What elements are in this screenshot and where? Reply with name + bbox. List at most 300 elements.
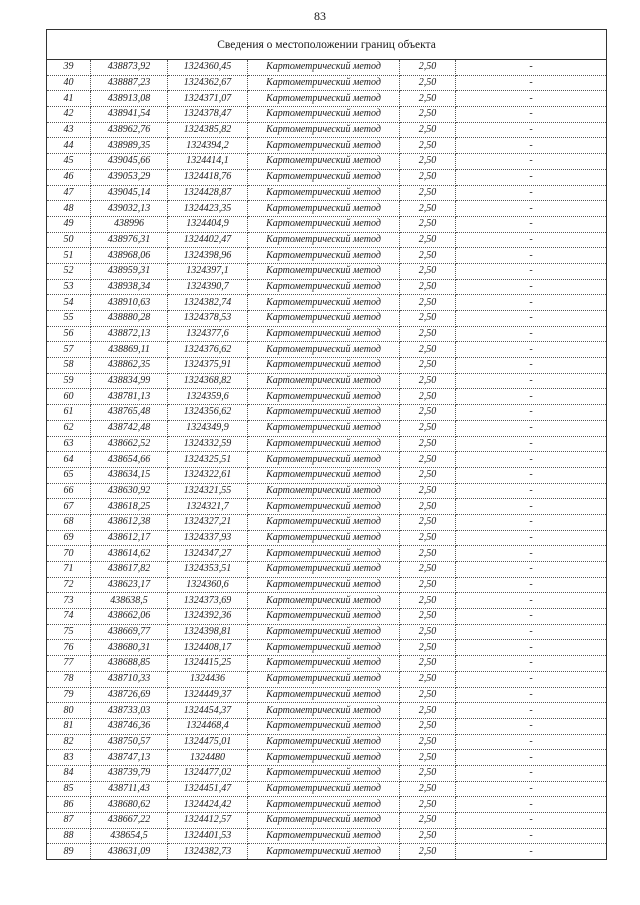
point-number-cell: 86 (47, 797, 91, 813)
note-cell: - (456, 452, 607, 468)
method-cell: Картометрический метод (248, 326, 400, 342)
point-number-cell: 69 (47, 530, 91, 546)
point-number-cell: 58 (47, 358, 91, 374)
table-row (47, 718, 607, 734)
method-cell: Картометрический метод (248, 311, 400, 327)
accuracy-cell: 2,50 (400, 91, 456, 107)
method-cell: Картометрический метод (248, 483, 400, 499)
y-coordinate-cell: 1324359,6 (168, 389, 248, 405)
y-coordinate-cell: 1324415,25 (168, 656, 248, 672)
accuracy-cell: 2,50 (400, 405, 456, 421)
accuracy-cell: 2,50 (400, 530, 456, 546)
accuracy-cell: 2,50 (400, 138, 456, 154)
point-number-cell: 68 (47, 514, 91, 530)
table-row (47, 530, 607, 546)
accuracy-cell: 2,50 (400, 577, 456, 593)
accuracy-cell: 2,50 (400, 483, 456, 499)
point-number-cell: 80 (47, 703, 91, 719)
x-coordinate-cell: 438638,5 (91, 593, 168, 609)
point-number-cell: 72 (47, 577, 91, 593)
table-row (47, 609, 607, 625)
table-row (47, 671, 607, 687)
y-coordinate-cell: 1324418,76 (168, 169, 248, 185)
y-coordinate-cell: 1324321,7 (168, 499, 248, 515)
table-row (47, 122, 607, 138)
method-cell: Картометрический метод (248, 467, 400, 483)
point-number-cell: 60 (47, 389, 91, 405)
table-row (47, 373, 607, 389)
point-number-cell: 73 (47, 593, 91, 609)
point-number-cell: 48 (47, 201, 91, 217)
x-coordinate-cell: 438710,33 (91, 671, 168, 687)
method-cell: Картометрический метод (248, 420, 400, 436)
table-row (47, 813, 607, 829)
x-coordinate-cell: 439045,66 (91, 154, 168, 170)
accuracy-cell: 2,50 (400, 248, 456, 264)
x-coordinate-cell: 438733,03 (91, 703, 168, 719)
table-row (47, 546, 607, 562)
method-cell: Картометрический метод (248, 656, 400, 672)
y-coordinate-cell: 1324402,47 (168, 232, 248, 248)
method-cell: Картометрический метод (248, 436, 400, 452)
note-cell: - (456, 656, 607, 672)
boundary-points-table (46, 29, 607, 860)
y-coordinate-cell: 1324337,93 (168, 530, 248, 546)
table-row (47, 107, 607, 123)
y-coordinate-cell: 1324382,74 (168, 295, 248, 311)
note-cell: - (456, 844, 607, 860)
point-number-cell: 82 (47, 734, 91, 750)
note-cell: - (456, 781, 607, 797)
point-number-cell: 74 (47, 609, 91, 625)
method-cell: Картометрический метод (248, 750, 400, 766)
accuracy-cell: 2,50 (400, 499, 456, 515)
accuracy-cell: 2,50 (400, 624, 456, 640)
y-coordinate-cell: 1324454,37 (168, 703, 248, 719)
note-cell: - (456, 295, 607, 311)
x-coordinate-cell: 438872,13 (91, 326, 168, 342)
point-number-cell: 46 (47, 169, 91, 185)
accuracy-cell: 2,50 (400, 734, 456, 750)
accuracy-cell: 2,50 (400, 452, 456, 468)
accuracy-cell: 2,50 (400, 813, 456, 829)
x-coordinate-cell: 438662,52 (91, 436, 168, 452)
method-cell: Картометрический метод (248, 201, 400, 217)
method-cell: Картометрический метод (248, 107, 400, 123)
x-coordinate-cell: 438742,48 (91, 420, 168, 436)
accuracy-cell: 2,50 (400, 169, 456, 185)
accuracy-cell: 2,50 (400, 514, 456, 530)
table-row (47, 499, 607, 515)
y-coordinate-cell: 1324477,02 (168, 765, 248, 781)
x-coordinate-cell: 438680,31 (91, 640, 168, 656)
accuracy-cell: 2,50 (400, 750, 456, 766)
table-row (47, 91, 607, 107)
method-cell: Картометрический метод (248, 813, 400, 829)
note-cell: - (456, 577, 607, 593)
method-cell: Картометрический метод (248, 138, 400, 154)
accuracy-cell: 2,50 (400, 154, 456, 170)
y-coordinate-cell: 1324412,57 (168, 813, 248, 829)
note-cell: - (456, 624, 607, 640)
x-coordinate-cell: 438634,15 (91, 467, 168, 483)
y-coordinate-cell: 1324321,55 (168, 483, 248, 499)
point-number-cell: 42 (47, 107, 91, 123)
table-row (47, 279, 607, 295)
accuracy-cell: 2,50 (400, 279, 456, 295)
method-cell: Картометрический метод (248, 624, 400, 640)
point-number-cell: 62 (47, 420, 91, 436)
accuracy-cell: 2,50 (400, 671, 456, 687)
note-cell: - (456, 750, 607, 766)
page-number: 83 (314, 9, 326, 23)
method-cell: Картометрический метод (248, 185, 400, 201)
method-cell: Картометрический метод (248, 718, 400, 734)
accuracy-cell: 2,50 (400, 844, 456, 860)
table-row (47, 687, 607, 703)
point-number-cell: 64 (47, 452, 91, 468)
x-coordinate-cell: 438618,25 (91, 499, 168, 515)
note-cell: - (456, 311, 607, 327)
point-number-cell: 59 (47, 373, 91, 389)
note-cell: - (456, 358, 607, 374)
point-number-cell: 71 (47, 562, 91, 578)
accuracy-cell: 2,50 (400, 781, 456, 797)
x-coordinate-cell: 438962,76 (91, 122, 168, 138)
method-cell: Картометрический метод (248, 373, 400, 389)
method-cell: Картометрический метод (248, 593, 400, 609)
x-coordinate-cell: 438726,69 (91, 687, 168, 703)
table-row (47, 781, 607, 797)
point-number-cell: 40 (47, 75, 91, 91)
point-number-cell: 83 (47, 750, 91, 766)
accuracy-cell: 2,50 (400, 75, 456, 91)
table-row (47, 562, 607, 578)
table-row (47, 201, 607, 217)
accuracy-cell: 2,50 (400, 609, 456, 625)
table-row (47, 593, 607, 609)
table-row (47, 216, 607, 232)
note-cell: - (456, 216, 607, 232)
y-coordinate-cell: 1324378,53 (168, 311, 248, 327)
note-cell: - (456, 718, 607, 734)
y-coordinate-cell: 1324347,27 (168, 546, 248, 562)
accuracy-cell: 2,50 (400, 656, 456, 672)
x-coordinate-cell: 438887,23 (91, 75, 168, 91)
x-coordinate-cell: 438669,77 (91, 624, 168, 640)
x-coordinate-cell: 439045,14 (91, 185, 168, 201)
y-coordinate-cell: 1324360,6 (168, 577, 248, 593)
y-coordinate-cell: 1324404,9 (168, 216, 248, 232)
x-coordinate-cell: 438746,36 (91, 718, 168, 734)
x-coordinate-cell: 438880,28 (91, 311, 168, 327)
point-number-cell: 84 (47, 765, 91, 781)
point-number-cell: 61 (47, 405, 91, 421)
table-row (47, 295, 607, 311)
y-coordinate-cell: 1324394,2 (168, 138, 248, 154)
method-cell: Картометрический метод (248, 60, 400, 76)
method-cell: Картометрический метод (248, 263, 400, 279)
point-number-cell: 56 (47, 326, 91, 342)
point-number-cell: 81 (47, 718, 91, 734)
table-row (47, 577, 607, 593)
table-row (47, 750, 607, 766)
table-row (47, 483, 607, 499)
accuracy-cell: 2,50 (400, 185, 456, 201)
accuracy-cell: 2,50 (400, 765, 456, 781)
point-number-cell: 66 (47, 483, 91, 499)
note-cell: - (456, 499, 607, 515)
y-coordinate-cell: 1324424,42 (168, 797, 248, 813)
method-cell: Картометрический метод (248, 216, 400, 232)
table-row (47, 311, 607, 327)
x-coordinate-cell: 438617,82 (91, 562, 168, 578)
note-cell: - (456, 342, 607, 358)
note-cell: - (456, 828, 607, 844)
accuracy-cell: 2,50 (400, 436, 456, 452)
boundary-table-container (46, 29, 606, 860)
note-cell: - (456, 671, 607, 687)
point-number-cell: 65 (47, 467, 91, 483)
x-coordinate-cell: 438739,79 (91, 765, 168, 781)
y-coordinate-cell: 1324392,36 (168, 609, 248, 625)
accuracy-cell: 2,50 (400, 216, 456, 232)
accuracy-cell: 2,50 (400, 107, 456, 123)
x-coordinate-cell: 438614,62 (91, 546, 168, 562)
table-row (47, 154, 607, 170)
note-cell: - (456, 734, 607, 750)
method-cell: Картометрический метод (248, 671, 400, 687)
y-coordinate-cell: 1324368,82 (168, 373, 248, 389)
method-cell: Картометрический метод (248, 358, 400, 374)
method-cell: Картометрический метод (248, 734, 400, 750)
x-coordinate-cell: 438781,13 (91, 389, 168, 405)
table-row (47, 734, 607, 750)
method-cell: Картометрический метод (248, 703, 400, 719)
point-number-cell: 57 (47, 342, 91, 358)
note-cell: - (456, 813, 607, 829)
table-row (47, 60, 607, 76)
method-cell: Картометрический метод (248, 91, 400, 107)
y-coordinate-cell: 1324325,51 (168, 452, 248, 468)
note-cell: - (456, 169, 607, 185)
x-coordinate-cell: 438631,09 (91, 844, 168, 860)
y-coordinate-cell: 1324401,53 (168, 828, 248, 844)
point-number-cell: 50 (47, 232, 91, 248)
method-cell: Картометрический метод (248, 232, 400, 248)
table-row (47, 420, 607, 436)
method-cell: Картометрический метод (248, 797, 400, 813)
note-cell: - (456, 373, 607, 389)
note-cell: - (456, 703, 607, 719)
y-coordinate-cell: 1324322,61 (168, 467, 248, 483)
y-coordinate-cell: 1324327,21 (168, 514, 248, 530)
note-cell: - (456, 530, 607, 546)
y-coordinate-cell: 1324362,67 (168, 75, 248, 91)
point-number-cell: 51 (47, 248, 91, 264)
note-cell: - (456, 326, 607, 342)
x-coordinate-cell: 438688,85 (91, 656, 168, 672)
accuracy-cell: 2,50 (400, 311, 456, 327)
y-coordinate-cell: 1324428,87 (168, 185, 248, 201)
point-number-cell: 41 (47, 91, 91, 107)
y-coordinate-cell: 1324375,91 (168, 358, 248, 374)
table-row (47, 640, 607, 656)
y-coordinate-cell: 1324480 (168, 750, 248, 766)
note-cell: - (456, 514, 607, 530)
point-number-cell: 75 (47, 624, 91, 640)
method-cell: Картометрический метод (248, 389, 400, 405)
x-coordinate-cell: 438612,38 (91, 514, 168, 530)
table-row (47, 263, 607, 279)
point-number-cell: 47 (47, 185, 91, 201)
x-coordinate-cell: 438862,35 (91, 358, 168, 374)
table-row (47, 185, 607, 201)
x-coordinate-cell: 438996 (91, 216, 168, 232)
note-cell: - (456, 420, 607, 436)
y-coordinate-cell: 1324436 (168, 671, 248, 687)
method-cell: Картометрический метод (248, 828, 400, 844)
x-coordinate-cell: 438612,17 (91, 530, 168, 546)
accuracy-cell: 2,50 (400, 593, 456, 609)
table-row (47, 828, 607, 844)
accuracy-cell: 2,50 (400, 640, 456, 656)
method-cell: Картометрический метод (248, 546, 400, 562)
y-coordinate-cell: 1324398,81 (168, 624, 248, 640)
table-row (47, 844, 607, 860)
note-cell: - (456, 687, 607, 703)
point-number-cell: 44 (47, 138, 91, 154)
note-cell: - (456, 436, 607, 452)
point-number-cell: 78 (47, 671, 91, 687)
point-number-cell: 39 (47, 60, 91, 76)
point-number-cell: 89 (47, 844, 91, 860)
table-row (47, 138, 607, 154)
accuracy-cell: 2,50 (400, 358, 456, 374)
table-row (47, 342, 607, 358)
table-body (47, 60, 607, 860)
accuracy-cell: 2,50 (400, 687, 456, 703)
note-cell: - (456, 405, 607, 421)
note-cell: - (456, 232, 607, 248)
accuracy-cell: 2,50 (400, 263, 456, 279)
point-number-cell: 79 (47, 687, 91, 703)
method-cell: Картометрический метод (248, 609, 400, 625)
note-cell: - (456, 201, 607, 217)
table-row (47, 797, 607, 813)
table-row (47, 436, 607, 452)
accuracy-cell: 2,50 (400, 467, 456, 483)
y-coordinate-cell: 1324385,82 (168, 122, 248, 138)
note-cell: - (456, 248, 607, 264)
accuracy-cell: 2,50 (400, 122, 456, 138)
y-coordinate-cell: 1324371,07 (168, 91, 248, 107)
point-number-cell: 52 (47, 263, 91, 279)
note-cell: - (456, 138, 607, 154)
x-coordinate-cell: 438747,13 (91, 750, 168, 766)
x-coordinate-cell: 438968,06 (91, 248, 168, 264)
method-cell: Картометрический метод (248, 342, 400, 358)
accuracy-cell: 2,50 (400, 562, 456, 578)
accuracy-cell: 2,50 (400, 703, 456, 719)
method-cell: Картометрический метод (248, 499, 400, 515)
x-coordinate-cell: 438976,31 (91, 232, 168, 248)
table-row (47, 169, 607, 185)
table-row (47, 467, 607, 483)
note-cell: - (456, 154, 607, 170)
accuracy-cell: 2,50 (400, 718, 456, 734)
x-coordinate-cell: 439032,13 (91, 201, 168, 217)
table-header-row (47, 30, 607, 60)
table-row (47, 358, 607, 374)
x-coordinate-cell: 438834,99 (91, 373, 168, 389)
y-coordinate-cell: 1324468,4 (168, 718, 248, 734)
method-cell: Картометрический метод (248, 640, 400, 656)
note-cell: - (456, 765, 607, 781)
x-coordinate-cell: 438913,08 (91, 91, 168, 107)
y-coordinate-cell: 1324475,01 (168, 734, 248, 750)
table-row (47, 765, 607, 781)
point-number-cell: 43 (47, 122, 91, 138)
note-cell: - (456, 797, 607, 813)
accuracy-cell: 2,50 (400, 828, 456, 844)
x-coordinate-cell: 438869,11 (91, 342, 168, 358)
table-row (47, 232, 607, 248)
method-cell: Картометрический метод (248, 75, 400, 91)
accuracy-cell: 2,50 (400, 373, 456, 389)
x-coordinate-cell: 438750,57 (91, 734, 168, 750)
note-cell: - (456, 75, 607, 91)
x-coordinate-cell: 438630,92 (91, 483, 168, 499)
accuracy-cell: 2,50 (400, 420, 456, 436)
note-cell: - (456, 546, 607, 562)
x-coordinate-cell: 438938,34 (91, 279, 168, 295)
table-row (47, 389, 607, 405)
note-cell: - (456, 60, 607, 76)
x-coordinate-cell: 438765,48 (91, 405, 168, 421)
y-coordinate-cell: 1324449,37 (168, 687, 248, 703)
note-cell: - (456, 562, 607, 578)
y-coordinate-cell: 1324373,69 (168, 593, 248, 609)
y-coordinate-cell: 1324376,62 (168, 342, 248, 358)
method-cell: Картометрический метод (248, 765, 400, 781)
method-cell: Картометрический метод (248, 122, 400, 138)
x-coordinate-cell: 438662,06 (91, 609, 168, 625)
y-coordinate-cell: 1324349,9 (168, 420, 248, 436)
accuracy-cell: 2,50 (400, 326, 456, 342)
method-cell: Картометрический метод (248, 844, 400, 860)
x-coordinate-cell: 438623,17 (91, 577, 168, 593)
table-row (47, 326, 607, 342)
note-cell: - (456, 279, 607, 295)
point-number-cell: 77 (47, 656, 91, 672)
y-coordinate-cell: 1324382,73 (168, 844, 248, 860)
note-cell: - (456, 389, 607, 405)
point-number-cell: 85 (47, 781, 91, 797)
table-row (47, 248, 607, 264)
y-coordinate-cell: 1324408,17 (168, 640, 248, 656)
y-coordinate-cell: 1324377,6 (168, 326, 248, 342)
table-row (47, 656, 607, 672)
note-cell: - (456, 263, 607, 279)
point-number-cell: 76 (47, 640, 91, 656)
accuracy-cell: 2,50 (400, 389, 456, 405)
method-cell: Картометрический метод (248, 248, 400, 264)
note-cell: - (456, 107, 607, 123)
method-cell: Картометрический метод (248, 154, 400, 170)
table-row (47, 452, 607, 468)
method-cell: Картометрический метод (248, 577, 400, 593)
